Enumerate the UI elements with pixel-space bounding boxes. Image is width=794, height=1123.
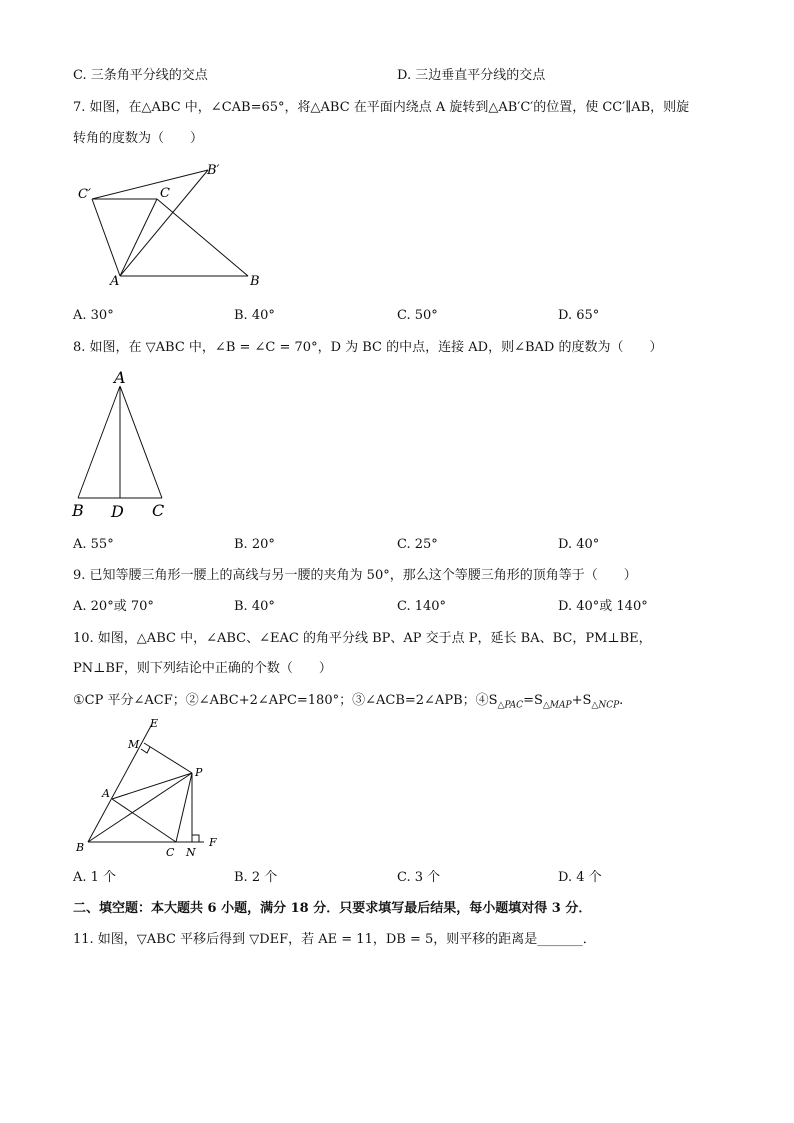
q10-figure [70, 714, 230, 862]
q10-label-f: F [209, 836, 217, 849]
q7-option-b: B. 40° [234, 308, 275, 323]
q8-option-b: B. 20° [234, 537, 275, 552]
q9-option-b: B. 40° [234, 599, 275, 614]
q10-right-angle-n [192, 835, 199, 842]
q8-option-d: D. 40° [558, 537, 600, 552]
q10-label-c: C [166, 846, 175, 859]
q9-option-c: C. 140° [397, 599, 447, 614]
q11-stem: 11. 如图，▽ABC 平移后得到 ▽DEF，若 AE = 11，DB = 5，则平移的距离是_______． [73, 932, 596, 947]
q10-conclusions [73, 692, 623, 715]
q10-label-a: A [102, 787, 110, 800]
q10-label-p: P [195, 766, 203, 779]
q9-option-d: D. 40°或 140° [558, 599, 648, 614]
q8-segment-a-b [78, 386, 120, 498]
q10-conclusions-main: ①CP 平分∠ACF；②∠ABC+2∠APC=180°；③∠ACB=2∠APB；④S [73, 693, 498, 708]
q7-label-bprime: B′ [207, 163, 220, 178]
section2-heading: 二、填空题：本大题共 6 小题，满分 18 分．只要求填写最后结果，每小题填对得 3 分． [73, 901, 592, 916]
q10-label-m: M [128, 738, 140, 751]
q10-label-n: N [186, 846, 196, 859]
q7-segment-c-b [157, 199, 248, 276]
q10-sub-pac: △PAC [497, 700, 524, 711]
q7-label-b: B [250, 274, 260, 289]
q10-label-e: E [150, 717, 159, 730]
q8-label-d: D [111, 502, 124, 521]
q8-segment-a-c [120, 386, 162, 498]
q8-label-a: A [114, 368, 126, 387]
q10-option-a: A. 1 个 [73, 870, 117, 885]
prev-option-d: D. 三边垂直平分线的交点 [397, 68, 546, 83]
q10-segment-b-p [88, 773, 192, 842]
q8-stem: 8. 如图，在 ▽ABC 中，∠B = ∠C = 70°，D 为 BC 的中点，连接 AD，则∠BAD 的度数为（ ） [73, 340, 663, 355]
q10-right-angle-m [141, 747, 150, 753]
q9-stem: 9. 已知等腰三角形一腰上的高线与另一腰的夹角为 50°，那么这个等腰三角形的顶角等于（ ） [73, 568, 637, 583]
q10-option-c: C. 3 个 [397, 870, 441, 885]
q8-label-c: C [152, 501, 165, 520]
q10-segment-c-p [176, 773, 192, 842]
q10-ray-be [88, 724, 152, 842]
q10-segment-a-c [112, 799, 176, 842]
q7-segment-cprime-a [92, 199, 120, 276]
q8-option-a: A. 55° [73, 537, 114, 552]
q7-label-c: C [160, 186, 170, 201]
q10-stem-line1: 10. 如图，△ABC 中，∠ABC、∠EAC 的角平分线 BP、AP 交于点 P，延长 BA、BC，PM⊥BE， [73, 631, 652, 646]
q7-option-c: C. 50° [397, 308, 438, 323]
q10-option-b: B. 2 个 [234, 870, 278, 885]
q10-sub-ncp: △NCP [591, 700, 620, 711]
q10-eq: =S [523, 693, 543, 708]
q10-end: . [619, 693, 624, 708]
q10-sub-map: △MAP [542, 700, 572, 711]
q10-segment-a-p [112, 773, 192, 799]
q10-plus: +S [571, 693, 592, 708]
q7-label-cprime: C′ [78, 187, 91, 202]
q10-option-d: D. 4 个 [558, 870, 602, 885]
q7-option-a: A. 30° [73, 308, 114, 323]
q10-label-b: B [76, 841, 85, 854]
q7-label-a: A [110, 274, 120, 289]
q10-segment-p-m [144, 743, 192, 773]
q7-segment-cprime-bprime [92, 170, 208, 199]
q10-stem-line2: PN⊥BF，则下列结论中正确的个数（ ） [73, 661, 332, 676]
q7-stem-line1: 7. 如图，在△ABC 中，∠CAB=65°，将△ABC 在平面内绕点 A 旋转到△AB′C′的位置，使 CC′∥AB，则旋 [73, 100, 690, 115]
q7-figure [70, 158, 270, 293]
q8-label-b: B [72, 501, 84, 520]
q7-stem-line2: 转角的度数为（ ） [73, 131, 204, 146]
q8-option-c: C. 25° [397, 537, 438, 552]
q9-option-a: A. 20°或 70° [73, 599, 154, 614]
q7-option-d: D. 65° [558, 308, 600, 323]
prev-option-c: C. 三条角平分线的交点 [73, 68, 208, 83]
q8-figure [68, 366, 178, 522]
